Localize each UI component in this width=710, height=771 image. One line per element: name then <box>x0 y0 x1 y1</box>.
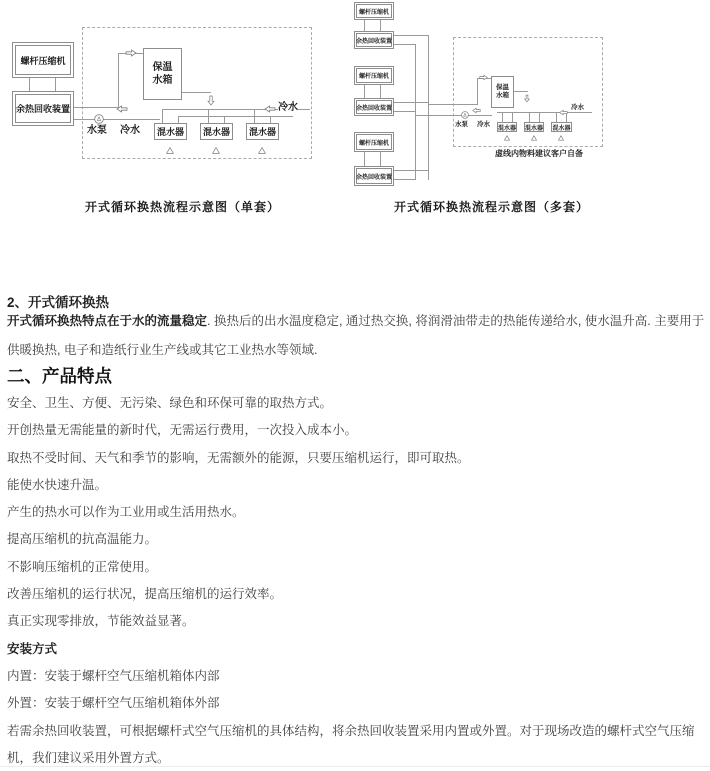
install-item: 外置：安装于螺杆空气压缩机箱体外部 <box>7 696 220 711</box>
flow-arrow-down-icon <box>207 95 215 106</box>
feature-item: 真正实现零排放，节能效益显著。 <box>7 614 195 629</box>
pipe-line <box>539 113 540 122</box>
features-heading: 二、产品特点 <box>7 366 112 386</box>
intro-bold-text: 开式循环换热特点在于水的流量稳定 <box>7 314 208 328</box>
pipe-line <box>394 102 428 103</box>
pipe-line <box>74 107 118 108</box>
pipe-line <box>380 20 381 31</box>
pipe-line <box>55 78 56 91</box>
pipe-line <box>364 152 365 166</box>
pipe-line <box>364 20 365 31</box>
mixer-box <box>200 123 233 140</box>
pipe-line <box>394 179 415 180</box>
pipe-line <box>513 91 528 92</box>
mixer-label: 混水器 <box>202 127 230 137</box>
mixer-box <box>246 123 279 140</box>
section2-heading: 2、开式循环换热 <box>7 295 110 310</box>
screw-compressor-label: 螺杆压缩机 <box>15 45 71 75</box>
feature-item: 开创热量无需能量的新时代，无需运行费用，一次投入成本小。 <box>7 423 358 438</box>
pipe-line <box>394 44 415 45</box>
flow-arrow-left-icon <box>116 105 128 113</box>
mixer-box <box>497 122 517 132</box>
intro-paragraph <box>7 307 705 365</box>
intro-rest-text: . 换热后的出水温度稳定, 通过热交换, 将润滑油带走的热能传递给水, 使水温升高. 主要用于供暖换热, 电子和造纸行业生产线或其它工业热水等领域. <box>7 314 705 357</box>
tank-label-line2: 水箱 <box>496 92 509 99</box>
heat-recovery-box <box>354 31 394 49</box>
pipe-line <box>394 170 428 171</box>
insulated-tank-box <box>143 48 182 100</box>
nozzle-icon <box>558 135 564 141</box>
pipe-line <box>118 53 119 108</box>
feature-item: 取热不受时间、天气和季节的影响，无需额外的能源，只要压缩机运行，即可取热。 <box>7 450 470 465</box>
water-pump-icon <box>461 111 469 119</box>
diagram-single-caption: 开式循环换热流程示意图（单套） <box>85 200 281 214</box>
flow-arrow-right-icon <box>479 74 488 81</box>
heat-recovery-box <box>12 91 74 126</box>
unit-label: 余热回收装置 <box>356 33 392 47</box>
feature-item: 产生的热水可以作为工业用或生活用热水。 <box>7 505 245 520</box>
tank-label-line2: 水箱 <box>152 75 173 86</box>
water-pump-icon <box>94 114 104 124</box>
cold-water-label: 冷水 <box>477 121 490 128</box>
flow-arrow-right-icon <box>125 49 137 57</box>
pipe-line <box>502 113 503 122</box>
feature-item: 不影响压缩机的正常使用。 <box>7 559 158 574</box>
feature-item: 安全、卫生、方便、无污染、绿色和环保可靠的取热方式。 <box>7 396 333 410</box>
pipe-line <box>178 116 293 117</box>
unit-label: 螺杆压缩机 <box>356 4 392 18</box>
tank-label-line1: 保温 <box>496 84 509 91</box>
mixer-box <box>524 122 544 132</box>
pipe-line <box>529 113 530 122</box>
feature-item: 能使水快速升温。 <box>7 477 108 492</box>
pump-label: 水泵 <box>455 121 468 128</box>
install-note: 若需余热回收装置，可根据螺杆式空气压缩机的具体结构，将余热回收装置采用内置或外置。对于现场改造的螺杆式空气压缩机，我们建议采用外置方式。 <box>7 723 695 765</box>
pipe-line <box>428 35 429 180</box>
feature-item: 改善压缩机的运行状况，提高压缩机的运行效率。 <box>7 587 283 602</box>
nozzle-icon <box>531 135 537 141</box>
cold-water-label: 冷水 <box>120 125 140 136</box>
pipe-line <box>380 85 381 98</box>
nozzle-icon <box>166 147 174 154</box>
unit-label: 余热回收装置 <box>356 100 392 114</box>
pipe-line <box>182 92 211 93</box>
unit-label: 螺杆压缩机 <box>356 134 392 150</box>
pipe-line <box>394 111 415 112</box>
screw-compressor-box <box>354 132 394 152</box>
screw-compressor-box <box>354 66 394 85</box>
heat-recovery-box <box>354 98 394 116</box>
screw-compressor-box <box>12 42 74 78</box>
pipe-line <box>512 113 513 122</box>
pipe-line <box>380 152 381 166</box>
pipe-line <box>415 44 416 180</box>
pipe-line <box>74 119 160 120</box>
pipe-line <box>394 35 428 36</box>
diagram-multi-caption: 开式循环换热流程示意图（多套） <box>394 200 590 214</box>
pipe-line <box>556 113 557 122</box>
mixer-box <box>551 122 572 132</box>
mixer-box <box>154 123 187 140</box>
install-heading: 安装方式 <box>7 641 58 656</box>
install-item: 内置：安装于螺杆空气压缩机箱体内部 <box>7 668 220 683</box>
mixer-label: 混水器 <box>498 125 517 132</box>
mixer-label: 混水器 <box>248 127 276 137</box>
screw-compressor-box <box>354 2 394 20</box>
pipe-line <box>254 110 255 123</box>
mixer-label: 混水器 <box>156 127 184 137</box>
unit-label: 螺杆压缩机 <box>356 68 392 83</box>
mixer-label: 混水器 <box>552 125 571 132</box>
flow-arrow-left-icon <box>472 107 481 114</box>
feature-item: 提高压缩机的抗高温能力。 <box>7 532 158 547</box>
tank-label-line1: 保温 <box>152 62 173 73</box>
pipe-line <box>415 115 492 116</box>
heat-recovery-label: 余热回收装置 <box>15 94 71 123</box>
pipe-line <box>428 104 477 105</box>
pump-label: 水泵 <box>87 125 107 136</box>
pipe-line <box>566 113 567 122</box>
insulated-tank-box <box>491 76 514 108</box>
dashed-boundary-note: 虚线内物料建议客户自备 <box>495 149 583 158</box>
pipe-line <box>162 110 163 123</box>
bottom-divider <box>0 766 710 767</box>
flow-arrow-down-icon <box>524 94 530 103</box>
pipe-line <box>208 110 209 123</box>
cold-water-inlet-label: 冷水 <box>278 102 298 113</box>
nozzle-icon <box>258 147 266 154</box>
unit-label: 余热回收装置 <box>356 168 392 184</box>
cold-water-inlet-label: 冷水 <box>571 104 584 111</box>
pipe-line <box>477 78 478 105</box>
features-and-install-block <box>7 390 705 771</box>
heat-recovery-box <box>354 166 394 186</box>
nozzle-icon <box>212 147 220 154</box>
pipe-line <box>364 85 365 98</box>
nozzle-icon <box>504 135 510 141</box>
flow-arrow-left-icon <box>264 105 276 113</box>
mixer-label: 混水器 <box>525 125 544 132</box>
pipe-line <box>29 78 30 91</box>
